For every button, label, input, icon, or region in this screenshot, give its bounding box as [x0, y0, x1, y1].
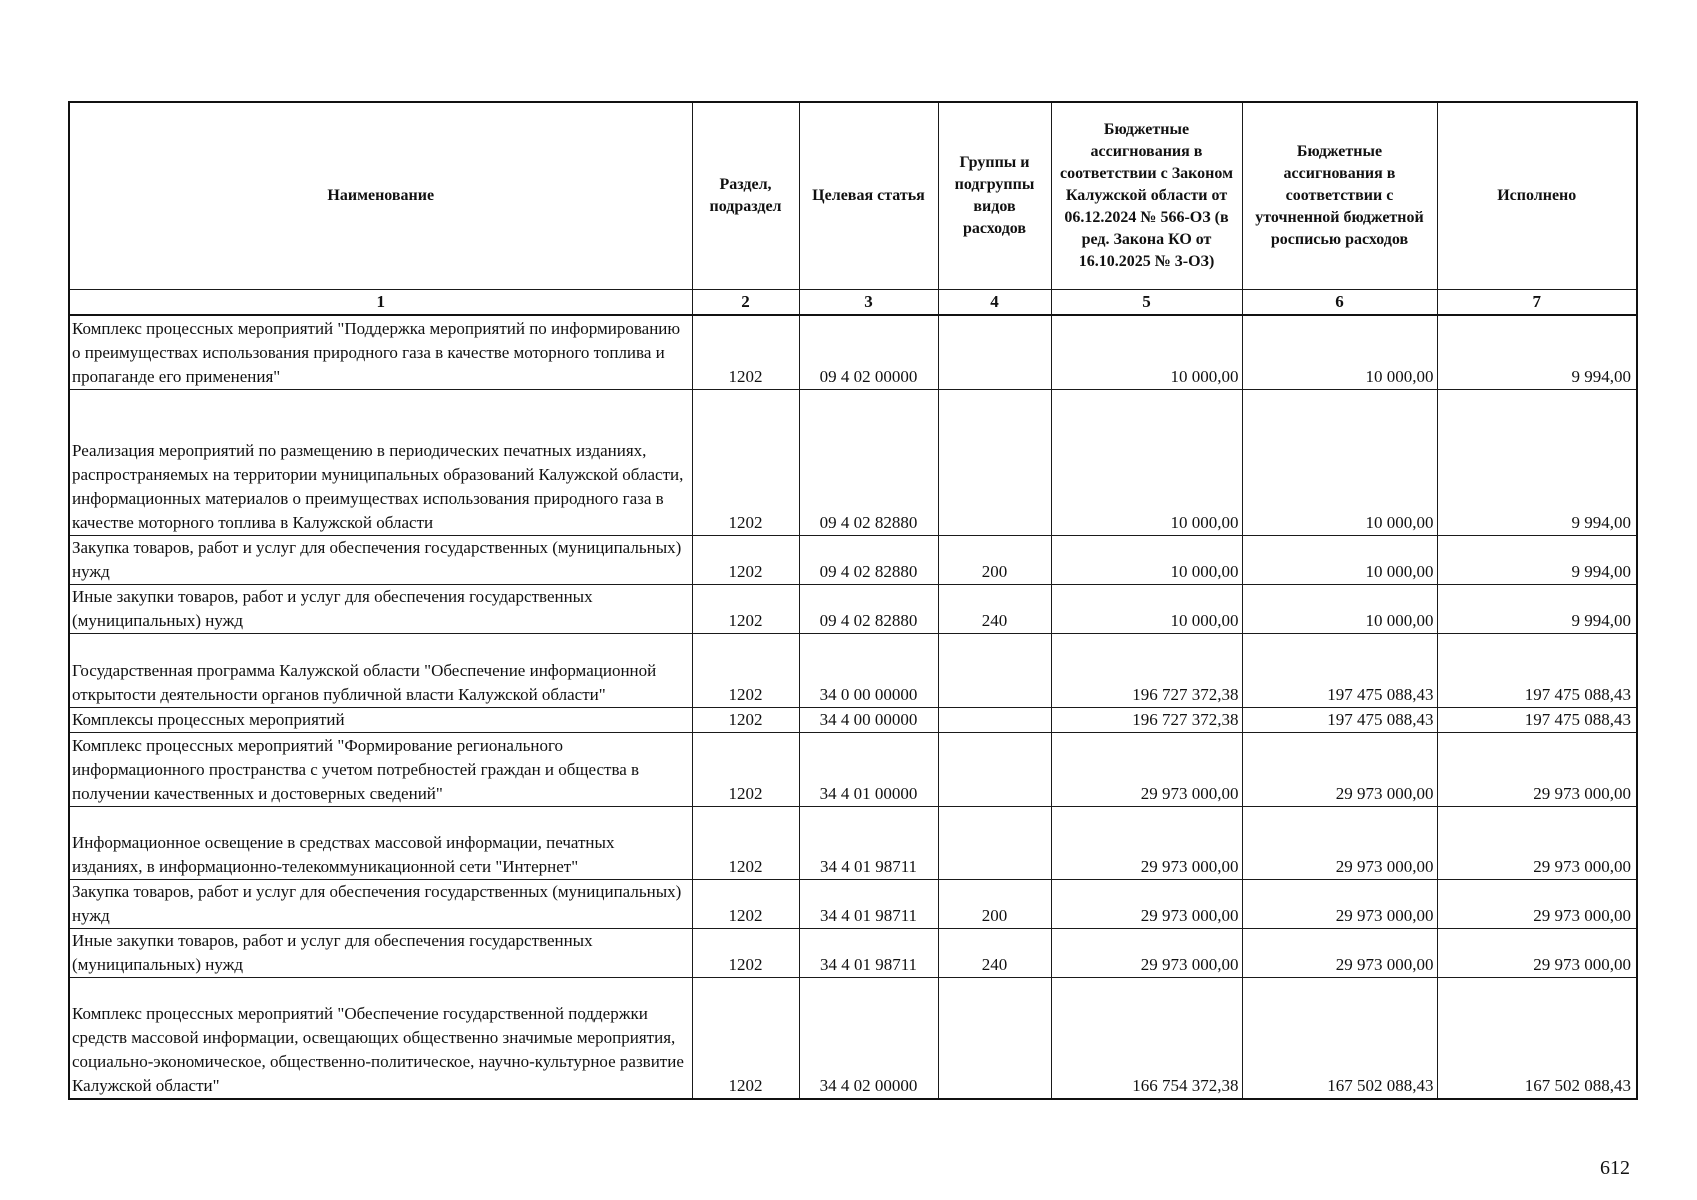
- row-executed-amount: 197 475 088,43: [1437, 633, 1637, 707]
- row-plan-amount: 10 000,00: [1242, 315, 1437, 389]
- header-number: 6: [1242, 290, 1437, 316]
- row-executed-amount: 9 994,00: [1437, 584, 1637, 633]
- row-executed-amount: 29 973 000,00: [1437, 732, 1637, 806]
- row-name: Комплексы процессных мероприятий: [69, 707, 692, 732]
- header-number-row: [69, 290, 1637, 316]
- header-number: 3: [799, 290, 938, 316]
- row-article: 34 4 01 98711: [799, 879, 938, 928]
- row-plan-amount: 29 973 000,00: [1242, 928, 1437, 977]
- header-law-appropriations: Бюджетные ассигнования в соответствии с Законом Калужской области от 06.12.2024 № 566-ОЗ (в ред. Закона КО от 16.10.2025 № 3-ОЗ): [1051, 102, 1242, 290]
- row-section: 1202: [692, 732, 799, 806]
- row-law-amount: 196 727 372,38: [1051, 707, 1242, 732]
- row-law-amount: 29 973 000,00: [1051, 928, 1242, 977]
- row-plan-amount: 10 000,00: [1242, 584, 1437, 633]
- page-number: 612: [1600, 1157, 1630, 1179]
- row-section: 1202: [692, 806, 799, 879]
- table-row: [69, 928, 1637, 977]
- table-row: [69, 315, 1637, 389]
- row-article: 34 4 01 98711: [799, 806, 938, 879]
- header-name: Наименование: [69, 102, 692, 290]
- row-article: 09 4 02 82880: [799, 535, 938, 584]
- row-group: [938, 806, 1051, 879]
- row-law-amount: 29 973 000,00: [1051, 732, 1242, 806]
- row-name: Иные закупки товаров, работ и услуг для обеспечения государственных (муниципальных) нужд: [69, 928, 692, 977]
- table-row: [69, 584, 1637, 633]
- row-group: 240: [938, 928, 1051, 977]
- header-number: 5: [1051, 290, 1242, 316]
- row-article: 34 4 00 00000: [799, 707, 938, 732]
- table-row: [69, 977, 1637, 1099]
- table-row: [69, 389, 1637, 535]
- row-section: 1202: [692, 928, 799, 977]
- table-row: [69, 633, 1637, 707]
- header-group: Группы и подгруппы видов расходов: [938, 102, 1051, 290]
- header-number: 7: [1437, 290, 1637, 316]
- row-executed-amount: 197 475 088,43: [1437, 707, 1637, 732]
- row-plan-amount: 197 475 088,43: [1242, 633, 1437, 707]
- row-name: Комплекс процессных мероприятий "Поддержка мероприятий по информированию о преимуществах использования природного газа в качестве моторного топлива и пропаганде его применения": [69, 315, 692, 389]
- row-group: [938, 707, 1051, 732]
- row-executed-amount: 167 502 088,43: [1437, 977, 1637, 1099]
- row-executed-amount: 9 994,00: [1437, 315, 1637, 389]
- row-section: 1202: [692, 535, 799, 584]
- row-article: 09 4 02 82880: [799, 584, 938, 633]
- row-group: [938, 977, 1051, 1099]
- row-article: 34 4 01 00000: [799, 732, 938, 806]
- row-plan-amount: 167 502 088,43: [1242, 977, 1437, 1099]
- row-name: Комплекс процессных мероприятий "Обеспечение государственной поддержки средств массовой информации, освещающих общественно значимые мероприятия, социально-экономическое, общественно-политическое, научно-культурное развитие Калужской области": [69, 977, 692, 1099]
- row-law-amount: 10 000,00: [1051, 315, 1242, 389]
- row-name: Государственная программа Калужской области "Обеспечение информационной открытости деятельности органов публичной власти Калужской области": [69, 633, 692, 707]
- row-article: 34 4 02 00000: [799, 977, 938, 1099]
- row-executed-amount: 9 994,00: [1437, 535, 1637, 584]
- row-law-amount: 166 754 372,38: [1051, 977, 1242, 1099]
- table-row: [69, 535, 1637, 584]
- row-plan-amount: 29 973 000,00: [1242, 806, 1437, 879]
- header-executed: Исполнено: [1437, 102, 1637, 290]
- row-article: 34 4 01 98711: [799, 928, 938, 977]
- row-group: 240: [938, 584, 1051, 633]
- header-section: Раздел, подраздел: [692, 102, 799, 290]
- row-name: Комплекс процессных мероприятий "Формирование регионального информационного пространства с учетом потребностей граждан и общества в получении качественных и достоверных сведений": [69, 732, 692, 806]
- row-law-amount: 10 000,00: [1051, 584, 1242, 633]
- row-section: 1202: [692, 879, 799, 928]
- row-article: 09 4 02 00000: [799, 315, 938, 389]
- header-number: 4: [938, 290, 1051, 316]
- header-plan-appropriations: Бюджетные ассигнования в соответствии с уточненной бюджетной росписью расходов: [1242, 102, 1437, 290]
- row-executed-amount: 29 973 000,00: [1437, 806, 1637, 879]
- header-number: 1: [69, 290, 692, 316]
- budget-table: [68, 101, 1638, 1100]
- header-article: Целевая статья: [799, 102, 938, 290]
- row-law-amount: 196 727 372,38: [1051, 633, 1242, 707]
- row-law-amount: 29 973 000,00: [1051, 879, 1242, 928]
- row-law-amount: 10 000,00: [1051, 535, 1242, 584]
- row-executed-amount: 9 994,00: [1437, 389, 1637, 535]
- row-plan-amount: 10 000,00: [1242, 389, 1437, 535]
- budget-table-sheet: [68, 101, 1636, 1100]
- row-plan-amount: 10 000,00: [1242, 535, 1437, 584]
- header-row: [69, 102, 1637, 290]
- header-number: 2: [692, 290, 799, 316]
- row-section: 1202: [692, 584, 799, 633]
- table-row: [69, 879, 1637, 928]
- row-section: 1202: [692, 389, 799, 535]
- row-article: 09 4 02 82880: [799, 389, 938, 535]
- row-plan-amount: 197 475 088,43: [1242, 707, 1437, 732]
- row-section: 1202: [692, 977, 799, 1099]
- row-plan-amount: 29 973 000,00: [1242, 879, 1437, 928]
- row-group: [938, 633, 1051, 707]
- row-group: [938, 389, 1051, 535]
- row-group: [938, 732, 1051, 806]
- row-section: 1202: [692, 707, 799, 732]
- row-group: [938, 315, 1051, 389]
- table-row: [69, 707, 1637, 732]
- row-executed-amount: 29 973 000,00: [1437, 928, 1637, 977]
- table-row: [69, 806, 1637, 879]
- row-name: Информационное освещение в средствах массовой информации, печатных изданиях, в информационно-телекоммуникационной сети "Интернет": [69, 806, 692, 879]
- row-section: 1202: [692, 315, 799, 389]
- table-row: [69, 732, 1637, 806]
- row-group: 200: [938, 879, 1051, 928]
- row-executed-amount: 29 973 000,00: [1437, 879, 1637, 928]
- row-name: Закупка товаров, работ и услуг для обеспечения государственных (муниципальных) нужд: [69, 535, 692, 584]
- row-section: 1202: [692, 633, 799, 707]
- row-name: Реализация мероприятий по размещению в периодических печатных изданиях, распространяемых на территории муниципальных образований Калужской области, информационных материалов о преимуществах использования природного газа в качестве моторного топлива в Калужской области: [69, 389, 692, 535]
- row-group: 200: [938, 535, 1051, 584]
- row-plan-amount: 29 973 000,00: [1242, 732, 1437, 806]
- row-name: Закупка товаров, работ и услуг для обеспечения государственных (муниципальных) нужд: [69, 879, 692, 928]
- row-law-amount: 10 000,00: [1051, 389, 1242, 535]
- row-name: Иные закупки товаров, работ и услуг для обеспечения государственных (муниципальных) нужд: [69, 584, 692, 633]
- row-law-amount: 29 973 000,00: [1051, 806, 1242, 879]
- row-article: 34 0 00 00000: [799, 633, 938, 707]
